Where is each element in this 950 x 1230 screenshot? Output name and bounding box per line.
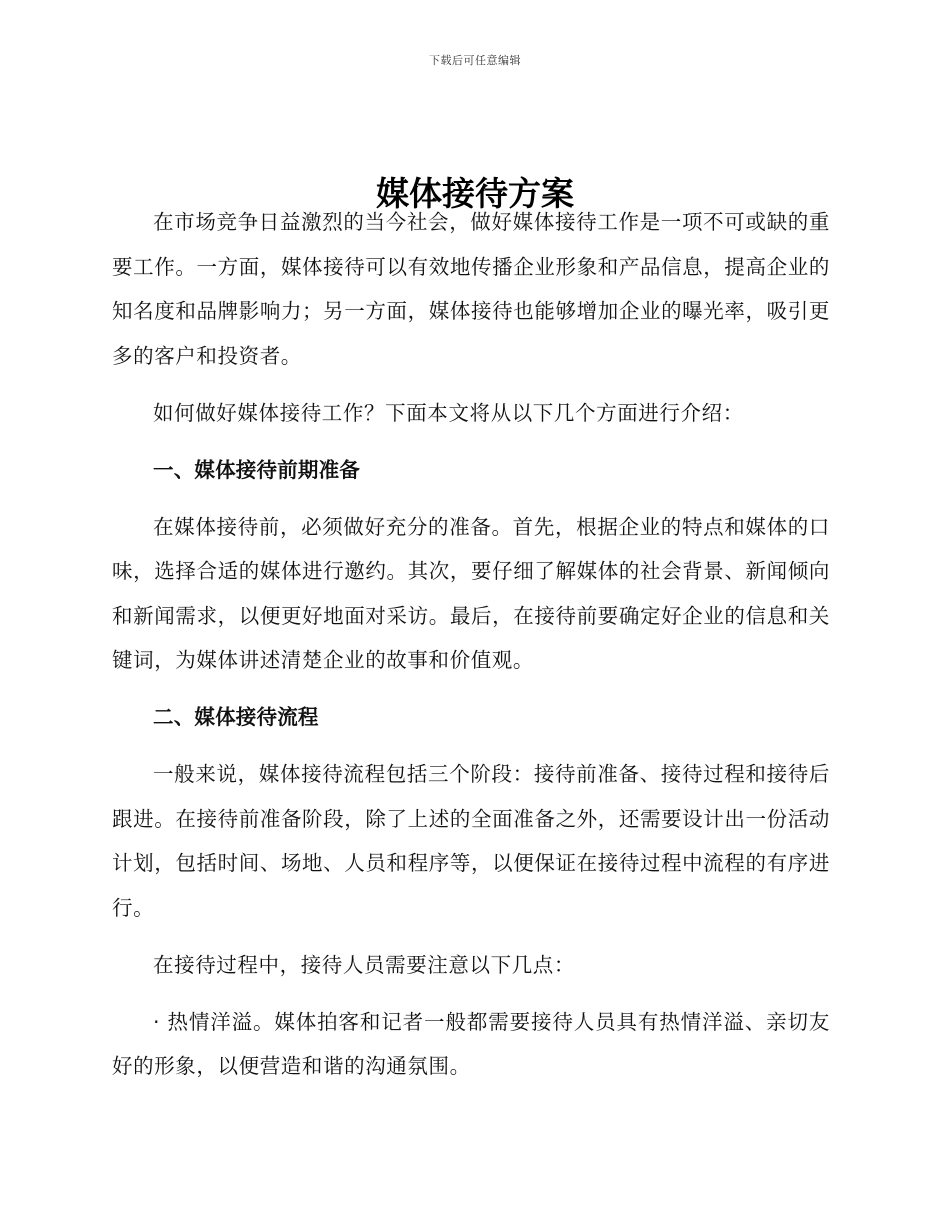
bullet-item-enthusiasm: · 热情洋溢。媒体拍客和记者一般都需要接待人员具有热情洋溢、亲切友好的形象，以便营造和谐的沟通氛围。 bbox=[112, 1009, 830, 1078]
question-paragraph: 如何做好媒体接待工作？下面本文将从以下几个方面进行介绍： bbox=[153, 400, 744, 425]
process-paragraph: 一般来说，媒体接待流程包括三个阶段：接待前准备、接待过程和接待后跟进。在接待前准备阶段，除了上述的全面准备之外，还需要设计出一份活动计划，包括时间、场地、人员和程序等，以便保证在接待过程中流程的有序进行。 bbox=[112, 762, 830, 920]
section-heading-preparation: 一、媒体接待前期准备 bbox=[153, 457, 360, 482]
reception-notes-intro: 在接待过程中，接待人员需要注意以下几点： bbox=[153, 952, 575, 977]
document-body bbox=[112, 200, 830, 1089]
intro-paragraph: 在市场竞争日益激烈的当今社会，做好媒体接待工作是一项不可或缺的重要工作。一方面，媒体接待可以有效地传播企业形象和产品信息，提高企业的知名度和品牌影响力；另一方面，媒体接待也能够增加企业的曝光率，吸引更多的客户和投资者。 bbox=[112, 210, 830, 368]
section-heading-process: 二、媒体接待流程 bbox=[153, 705, 319, 729]
page-header: 下载后可任意编辑 bbox=[429, 54, 521, 67]
preparation-paragraph: 在媒体接待前，必须做好充分的准备。首先，根据企业的特点和媒体的口味，选择合适的媒体进行邀约。其次，要仔细了解媒体的社会背景、新闻倾向和新闻需求，以便更好地面对采访。最后，在接待前要确定好企业的信息和关键词，为媒体讲述清楚企业的故事和价值观。 bbox=[112, 514, 830, 672]
document-title: 媒体接待方案 bbox=[376, 174, 574, 214]
